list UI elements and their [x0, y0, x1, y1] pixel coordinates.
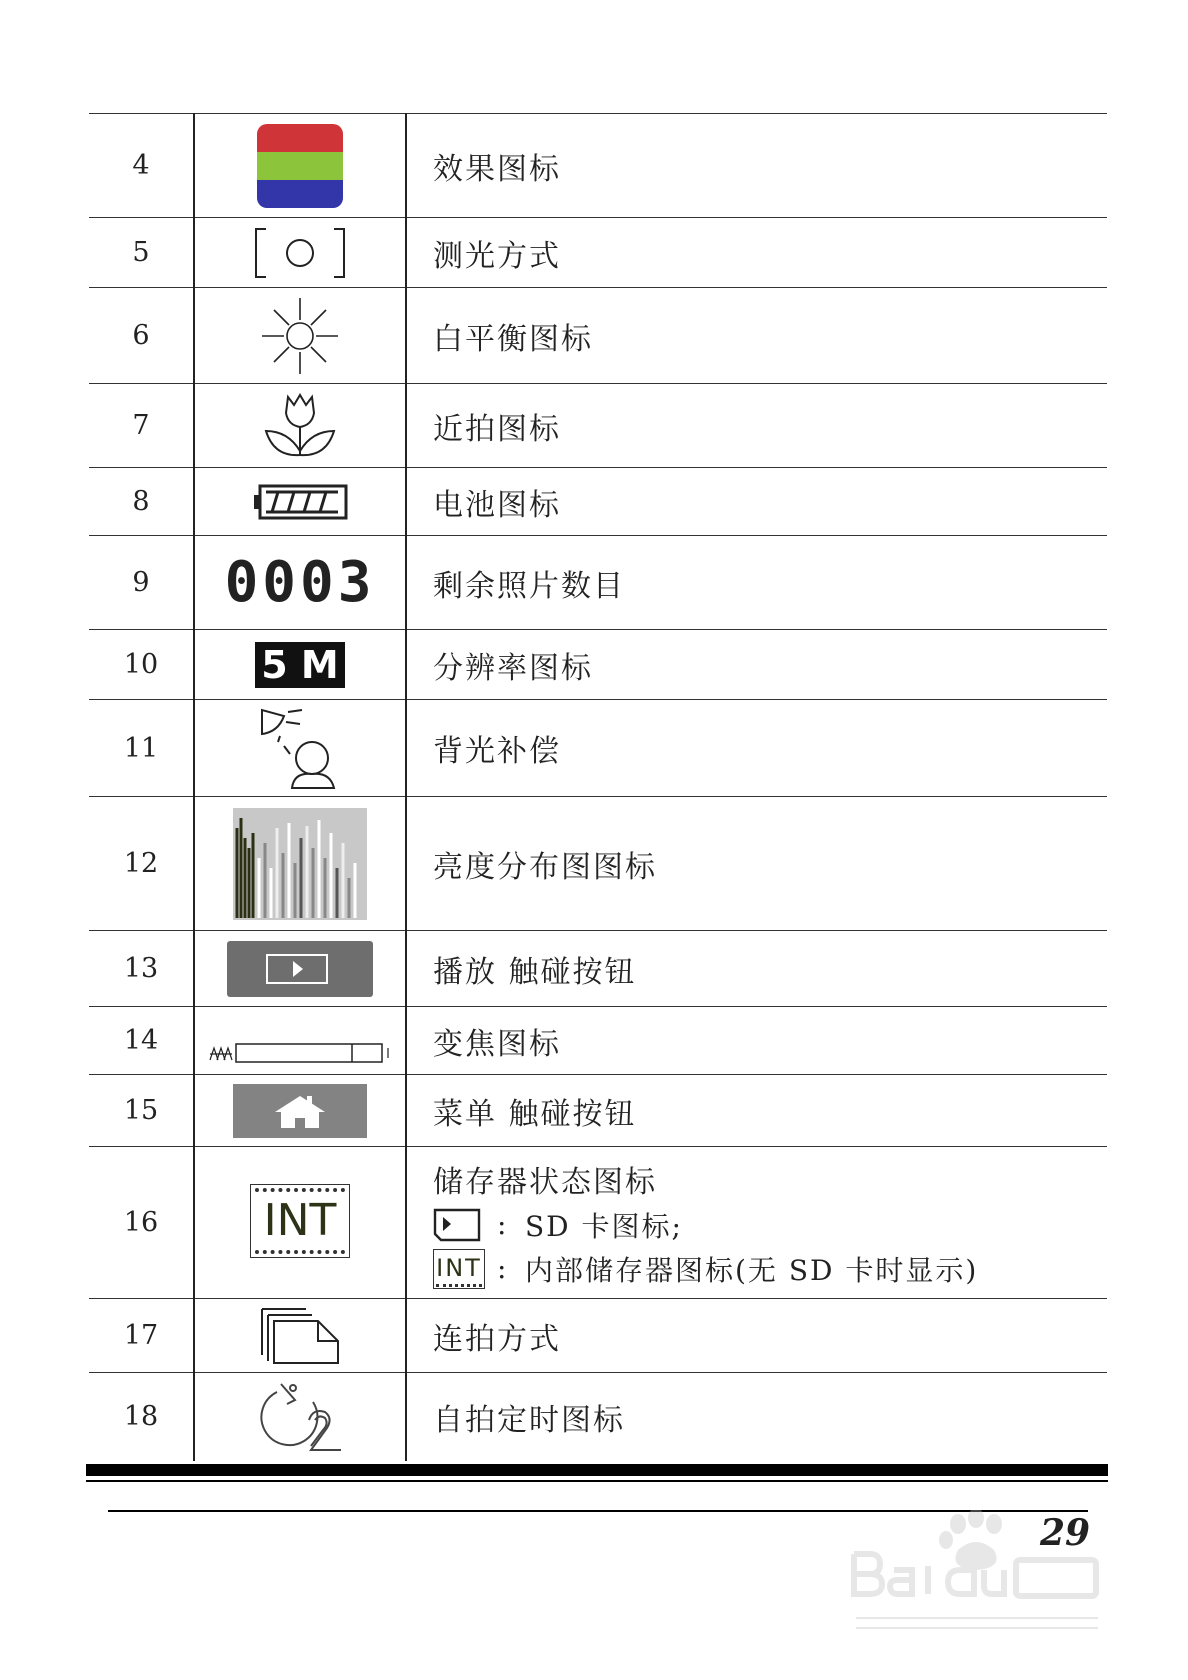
int-label: INT [263, 1194, 337, 1246]
row-number: 13 [89, 931, 194, 1007]
description: 近拍图标 [406, 384, 1107, 468]
separator-colon: : [497, 1208, 509, 1241]
table-row [89, 468, 1107, 536]
metering-icon [254, 227, 346, 279]
table-row [89, 1299, 1107, 1373]
bottom-thick-rule [86, 1464, 1108, 1476]
play-button-icon[interactable] [227, 941, 373, 997]
row-number: 5 [89, 218, 194, 288]
row-number: 9 [89, 536, 194, 630]
description: 白平衡图标 [406, 288, 1107, 384]
row-number: 10 [89, 630, 194, 700]
description: 背光补偿 [406, 700, 1107, 797]
row-number: 8 [89, 468, 194, 536]
self-timer-icon [257, 1380, 343, 1454]
sd-card-icon [433, 1208, 481, 1242]
description: 播放 触碰按钮 [406, 931, 1107, 1007]
white-balance-icon [260, 296, 340, 376]
table-row [89, 630, 1107, 700]
description: 电池图标 [406, 468, 1107, 536]
burst-mode-icon [260, 1307, 340, 1365]
table-row [89, 1075, 1107, 1147]
sd-card-line [433, 1205, 1107, 1245]
description: 效果图标 [406, 114, 1107, 218]
resolution-icon: 5 M [255, 642, 344, 688]
int-memory-line [433, 1249, 1107, 1289]
baidu-watermark-logo [848, 1510, 1108, 1640]
description: 亮度分布图图标 [406, 797, 1107, 931]
page-number: 29 [1040, 1512, 1091, 1554]
int-memory-icon [250, 1184, 350, 1258]
row-number: 7 [89, 384, 194, 468]
table-row [89, 1007, 1107, 1075]
row-number: 4 [89, 114, 194, 218]
row-number: 11 [89, 700, 194, 797]
row-number: 17 [89, 1299, 194, 1373]
row-number: 18 [89, 1373, 194, 1461]
row-number: 16 [89, 1147, 194, 1299]
row-number: 6 [89, 288, 194, 384]
table-row [89, 384, 1107, 468]
table-row [89, 797, 1107, 931]
table-row [89, 1373, 1107, 1461]
description: 储存器状态图标 [433, 1164, 657, 1200]
description: 剩余照片数目 [406, 536, 1107, 630]
table-row [89, 218, 1107, 288]
zoom-bar-icon [208, 1038, 392, 1064]
table-row [89, 1147, 1107, 1299]
description: 分辨率图标 [406, 630, 1107, 700]
description: 菜单 触碰按钮 [406, 1075, 1107, 1147]
photo-counter: 0003 [224, 550, 376, 615]
table-row [89, 288, 1107, 384]
int-memory-text: 内部储存器图标(无 SD 卡时显示) [525, 1253, 979, 1287]
row-number: 14 [89, 1007, 194, 1075]
description: 自拍定时图标 [406, 1373, 1107, 1461]
row-number: 12 [89, 797, 194, 931]
home-button-icon[interactable] [233, 1084, 367, 1138]
icon-table [89, 113, 1107, 1461]
description: 连拍方式 [406, 1299, 1107, 1373]
sd-card-text: SD 卡图标; [525, 1209, 683, 1243]
separator-colon: : [497, 1252, 509, 1285]
effect-icon [257, 124, 343, 208]
description: 变焦图标 [406, 1007, 1107, 1075]
battery-icon [252, 482, 348, 522]
backlight-icon [258, 706, 342, 790]
table-row [89, 536, 1107, 630]
int-small-icon: INT [433, 1249, 485, 1289]
description: 测光方式 [406, 218, 1107, 288]
table-row [89, 931, 1107, 1007]
histogram-icon [233, 808, 367, 920]
table-row [89, 700, 1107, 797]
macro-flower-icon [260, 391, 340, 461]
row-number: 15 [89, 1075, 194, 1147]
table-row [89, 114, 1107, 218]
bottom-thin-rule [86, 1480, 1108, 1482]
